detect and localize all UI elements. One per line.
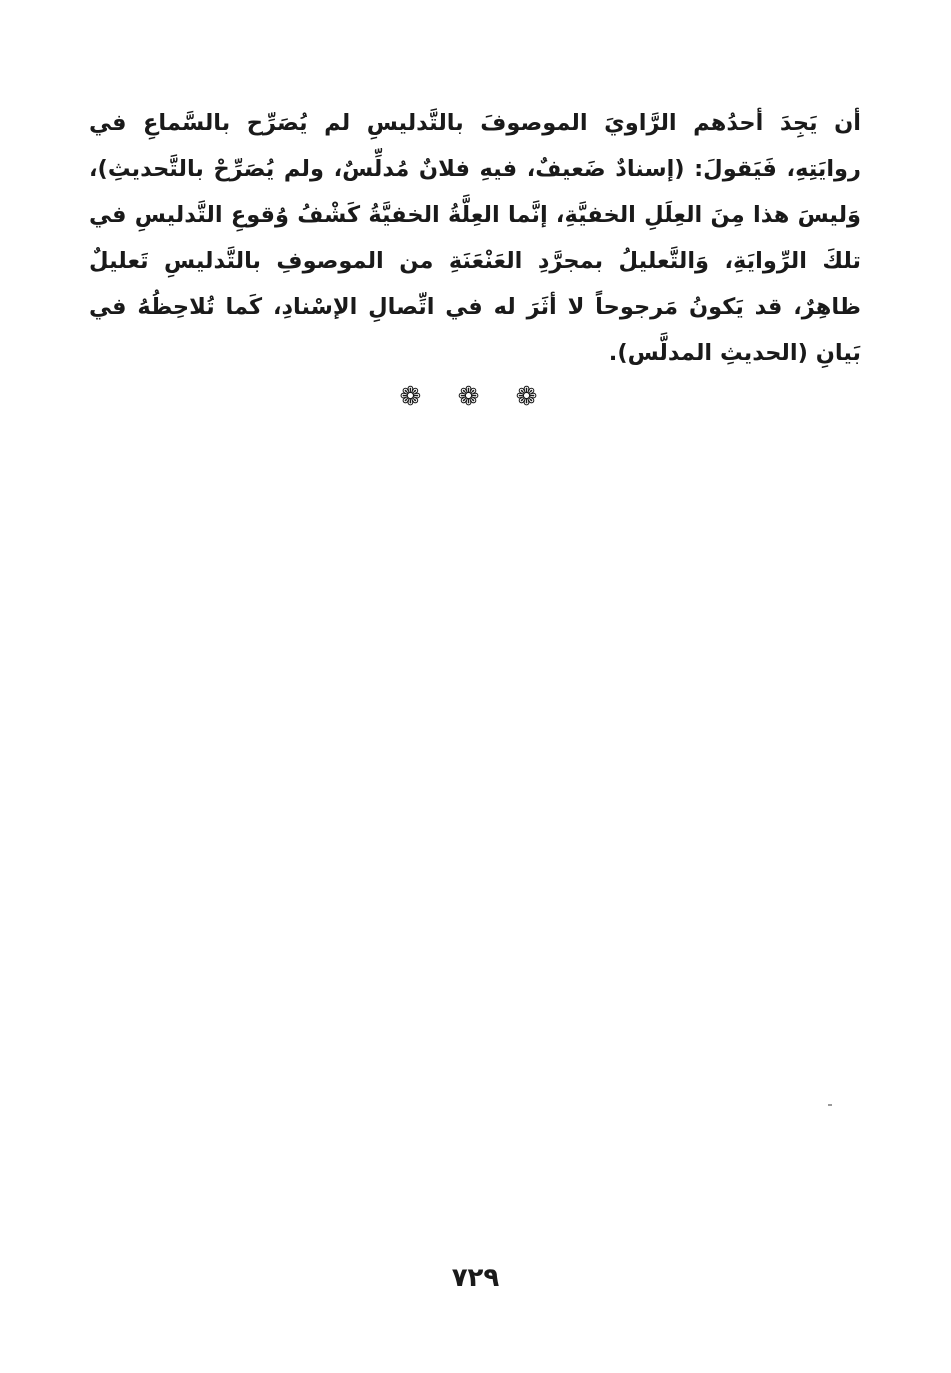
body-paragraph: أن يَجِدَ أحدُهم الرَّاويَ الموصوفَ بالتَّدليسِ لم يُصَرِّح بالسَّماعِ في روايَتِهِ، فَيَقولَ: (إسنادٌ ضَعيفٌ، فيهِ فلانٌ مُدلِّسٌ، ولم يُصَرِّحْ بالتَّحديثِ)، وَليسَ هذا مِنَ العِلَلِ الخفيَّةِ، إنَّما العِلَّةُ الخفيَّةُ كَشْفُ وُقوعِ التَّدليسِ في تلكَ الرِّوايَةِ، وَالتَّعليلُ بمجرَّدِ العَنْعَنَةِ من الموصوفِ بالتَّدليسِ تَعليلٌ ظاهِرٌ، قد يَكونُ مَرجوحاً لا أثَرَ له في اتِّصالِ الإسْنادِ، كَما تُلاحِظُهُ في بَيانِ (الحديثِ المدلَّس).: [89, 110, 861, 366]
floral-ornament-icon: ❁: [399, 382, 436, 412]
section-separator: [0, 380, 951, 414]
floral-ornament-icon: ❁: [515, 382, 552, 412]
print-speck: [828, 1104, 832, 1106]
floral-ornament-icon: ❁: [457, 382, 494, 412]
page-number: ٧٢٩: [451, 1263, 500, 1293]
